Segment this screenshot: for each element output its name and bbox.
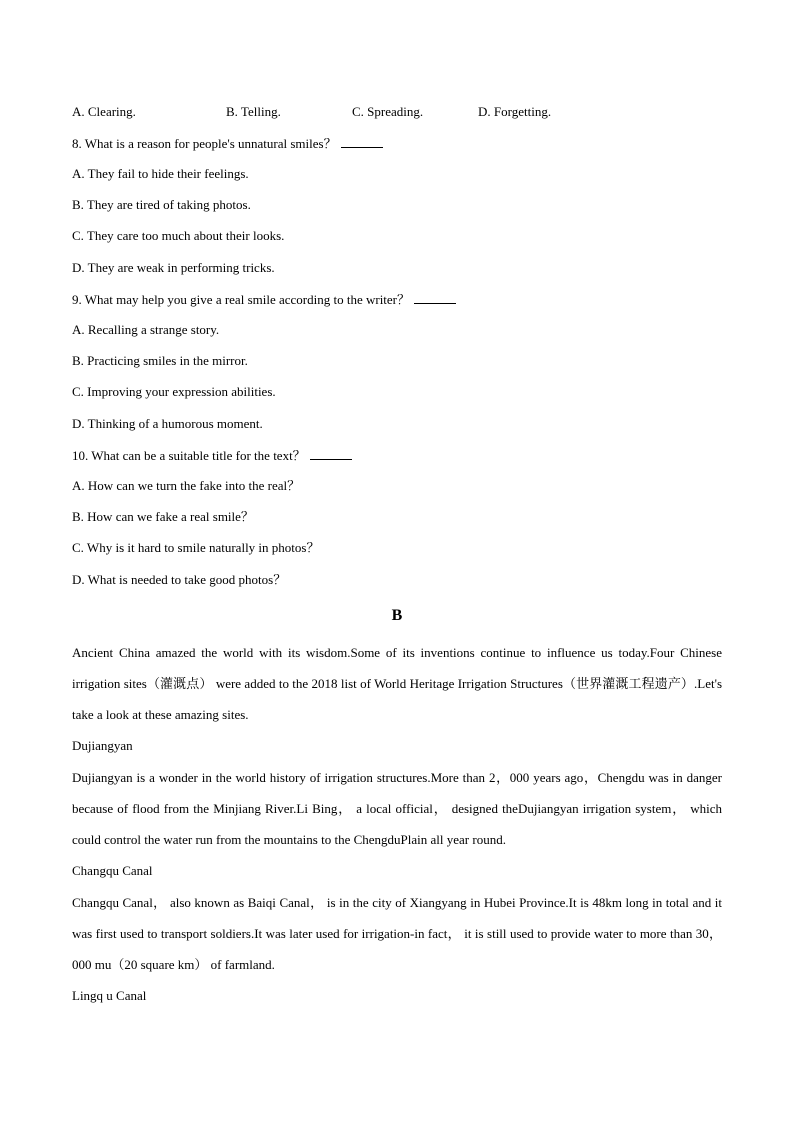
q10-question-text: 10. What can be a suitable title for the text？ xyxy=(72,448,306,463)
q9-option-c: C. Improving your expression abilities. xyxy=(72,384,276,399)
dujiangyan-paragraph: Dujiangyan is a wonder in the world history of irrigation structures.More than 2，000 years ago，Chengdu was in danger because of flood from the Minjiang River.Li Bing， a local official， designed theDujiangyan irrigation system， which could control the water run from the mountains to the ChengduPlain all year round. xyxy=(72,770,722,848)
q10-option-b: B. How can we fake a real smile？ xyxy=(72,509,254,524)
changqu-heading: Changqu Canal xyxy=(72,863,153,878)
lingqu-heading: Lingq u Canal xyxy=(72,988,147,1003)
q7-option-a: A. Clearing. xyxy=(72,104,136,119)
q7-options xyxy=(72,104,722,120)
section-b-intro: Ancient China amazed the world with its wisdom.Some of its inventions continue to influence us today.Four Chinese irrigation sites（灌溉点） were added to the 2018 list of World Heritage Irrigation Structures（世界灌溉工程遗产）.Let's take a look at these amazing sites. xyxy=(72,645,722,723)
q7-option-b: B. Telling. xyxy=(226,104,281,119)
q9-option-d: D. Thinking of a humorous moment. xyxy=(72,416,263,431)
q8-option-d: D. They are weak in performing tricks. xyxy=(72,260,275,275)
q9-option-b: B. Practicing smiles in the mirror. xyxy=(72,353,248,368)
q8-question-text: 8. What is a reason for people's unnatural smiles？ xyxy=(72,136,337,151)
q8-answer-blank[interactable] xyxy=(341,135,383,148)
q10-option-c: C. Why is it hard to smile naturally in photos？ xyxy=(72,540,320,555)
q10-question xyxy=(72,447,352,464)
q8-option-b: B. They are tired of taking photos. xyxy=(72,197,251,212)
section-b-title: B xyxy=(391,607,403,624)
dujiangyan-heading: Dujiangyan xyxy=(72,738,133,753)
q8-question xyxy=(72,135,383,152)
q9-question xyxy=(72,291,456,308)
q7-option-d: D. Forgetting. xyxy=(478,104,552,119)
q8-option-c: C. They care too much about their looks. xyxy=(72,228,285,243)
q9-answer-blank[interactable] xyxy=(414,291,456,304)
q9-question-text: 9. What may help you give a real smile according to the writer？ xyxy=(72,292,411,307)
changqu-paragraph: Changqu Canal， also known as Baiqi Canal， is in the city of Xiangyang in Hubei Province.It is 48km long in total and it was first used to transport soldiers.It was later used for irrigation-in fact， it is still used to provide water to more than 30，000 mu（20 square km） of farmland. xyxy=(72,895,722,973)
q9-option-a: A. Recalling a strange story. xyxy=(72,322,220,337)
q10-option-d: D. What is needed to take good photos？ xyxy=(72,572,287,587)
q10-option-a: A. How can we turn the fake into the real？ xyxy=(72,478,301,493)
q8-option-a: A. They fail to hide their feelings. xyxy=(72,166,249,181)
q7-option-c: C. Spreading. xyxy=(352,104,424,119)
q10-answer-blank[interactable] xyxy=(310,447,352,460)
